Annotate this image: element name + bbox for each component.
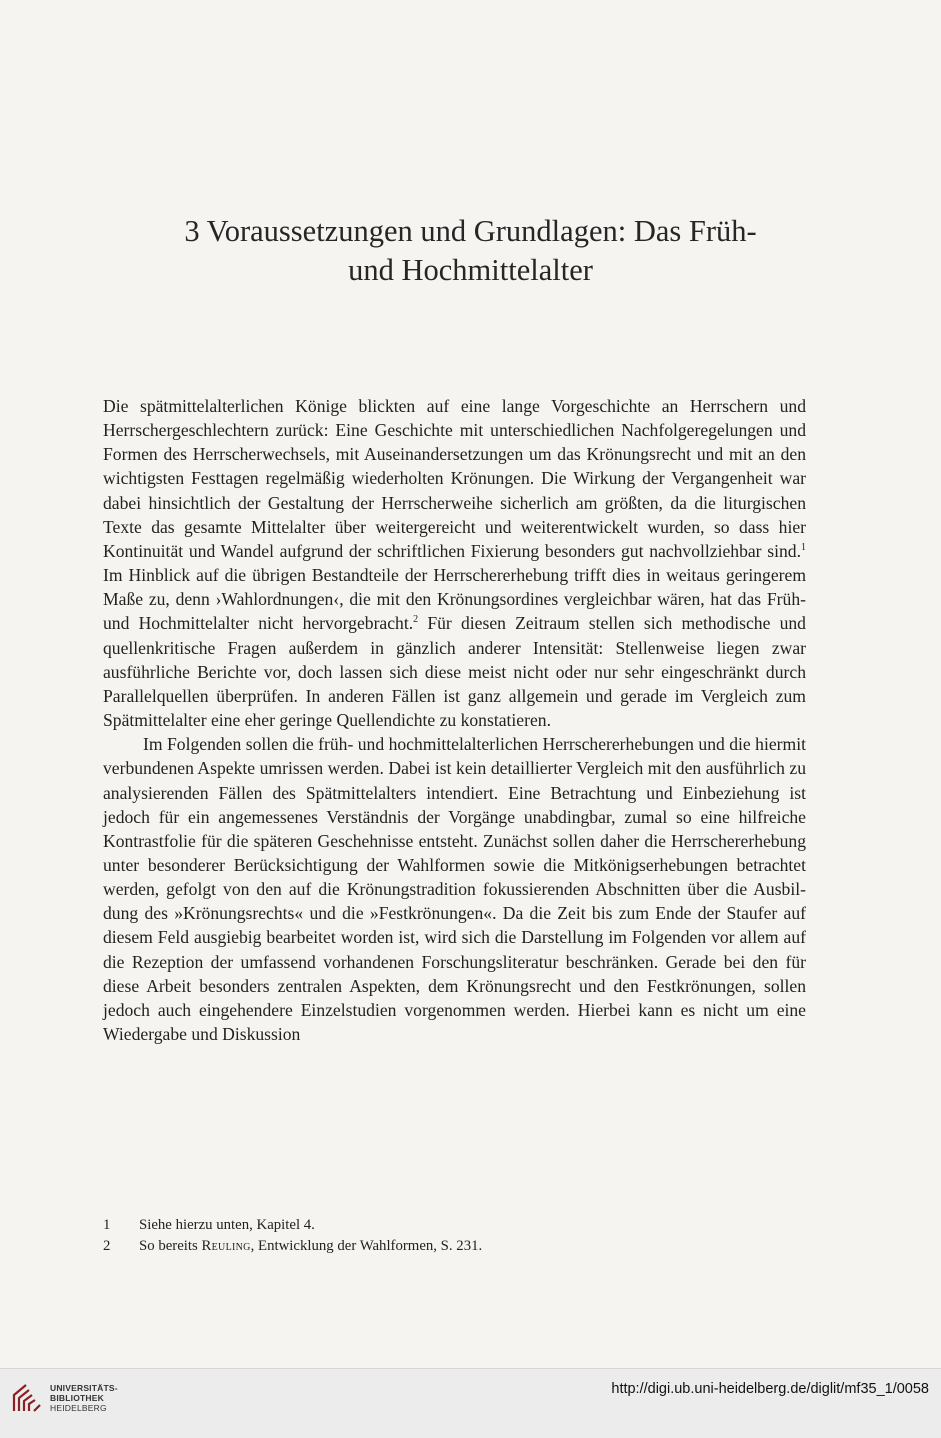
heidelberg-library-logo-icon (10, 1381, 44, 1415)
footnotes (103, 1215, 806, 1257)
footnote-text: Siehe hierzu unten, Kapitel 4. (139, 1217, 315, 1233)
paragraph-1-part-2: Im Hinblick auf die übrigen Bestandteile der Herrschererhebung trifft dies in weitaus geringerem Maße zu, denn ›Wahlordnungen‹, die mit den Krönungsordines vergleichbar wären, hat das Früh- und Hochmittelalter nicht hervorgebracht. (103, 565, 806, 634)
footnote-number: 2 (103, 1238, 111, 1254)
paragraph-1-part-1: Die spätmittelalterlichen Könige blickten auf eine lange Vorgeschichte an Herrschern und Herrschergeschlechtern zurück: Eine Geschichte mit unterschiedlichen Nachfolgeregelungen und Formen des Herrscherwechsels, mit Auseinandersetzungen um das Krönungsrecht und mit an den wichtigsten Festtagen regelmäßig wiederholten Krönungen. Die Wirkung der Vergangenheit war dabei hinsichtlich der Gestaltung der Herrscherweihe sicherlich am größten, da die liturgischen Texte das gesamte Mittelalter über weitergereicht und weiterentwickelt wurden, so dass hier Kontinuität und Wandel aufgrund der schriftlichen Fixierung besonders gut nachvollziehbar sind. (103, 396, 806, 561)
footnote-1 (103, 1215, 806, 1236)
library-name-line-2: BIBLIOTHEK (50, 1393, 104, 1403)
library-name-line-1: UNIVERSITÄTS- (50, 1383, 118, 1393)
library-name-line-3: HEIDELBERG (50, 1403, 107, 1413)
paragraph-1 (103, 394, 806, 732)
library-logo[interactable] (10, 1381, 118, 1415)
viewer-footer (0, 1368, 941, 1438)
chapter-title-line-1: 3 Voraussetzungen und Grundlagen: Das Früh- (184, 214, 757, 248)
footnote-2 (103, 1236, 806, 1257)
footnote-author: Reuling (201, 1238, 251, 1254)
footnote-text (139, 1236, 482, 1257)
page-url[interactable]: http://digi.ub.uni-heidelberg.de/diglit/mf35_1/0058 (611, 1381, 929, 1397)
chapter-title-line-2: und Hochmittelalter (348, 253, 593, 287)
paragraph-1-part-3: Für diesen Zeitraum stellen sich methodische und quellenkritische Fragen außerdem in gänzlich anderer Intensität: Stellenweise liegen zwar ausführliche Berichte vor, doch lassen sich diese meist nicht oder nur sehr eingeschränkt durch Parallelquellen überprüfen. In anderen Fällen ist ganz allgemein und gerade im Vergleich zum Spätmittelalter eine eher geringe Quellendichte zu konstatieren. (103, 613, 806, 731)
paragraph-2: Im Folgenden sollen die früh- und hochmittelalterlichen Herrschererhebungen und die hiermit verbundenen Aspekte umrissen werden. Dabei ist kein detaillierter Vergleich mit den ausführlich zu analysierenden Fällen des Spätmittelalters intendiert. Eine Betrachtung und Einbeziehung ist jedoch für ein angemessenes Verständnis der Vorgänge unabdingbar, zumal so eine hilfreiche Kontrastfolie für die späteren Geschehnisse entsteht. Zunächst sollen daher die Herrschererhebung unter besonderer Berücksichtigung der Wahlformen sowie die Mitkönigserhebungen betrachtet werden, gefolgt von den auf die Krönungstradition fokussierenden Abschnitten über die Ausbildung des »Krönungsrechts« und die »Festkrönungen«. Da die Zeit bis zum Ende der Staufer auf diesem Feld ausgiebig bearbeitet worden ist, wird sich die Darstellung im Folgenden vor allem auf die Rezeption der umfassend vorhandenen Forschungsliteratur beschränken. Gerade bei den für diese Arbeit besonders zentralen Aspekten, dem Krönungsrecht und den Festkrönungen, sollen jedoch auch eingehendere Einzelstudien vorgenommen werden. Hierbei kann es nicht um eine Wiedergabe und Diskussion (103, 734, 806, 1045)
footnote-ref-2[interactable]: 2 (413, 614, 419, 626)
body-text (103, 394, 806, 1046)
footnote-text-post: , Entwicklung der Wahlformen, S. 231. (250, 1238, 483, 1254)
library-name (50, 1383, 118, 1413)
footnote-number: 1 (103, 1217, 111, 1233)
footnote-text-pre: So bereits (139, 1238, 202, 1254)
chapter-title (80, 212, 861, 290)
footnote-ref-1[interactable]: 1 (801, 541, 806, 553)
